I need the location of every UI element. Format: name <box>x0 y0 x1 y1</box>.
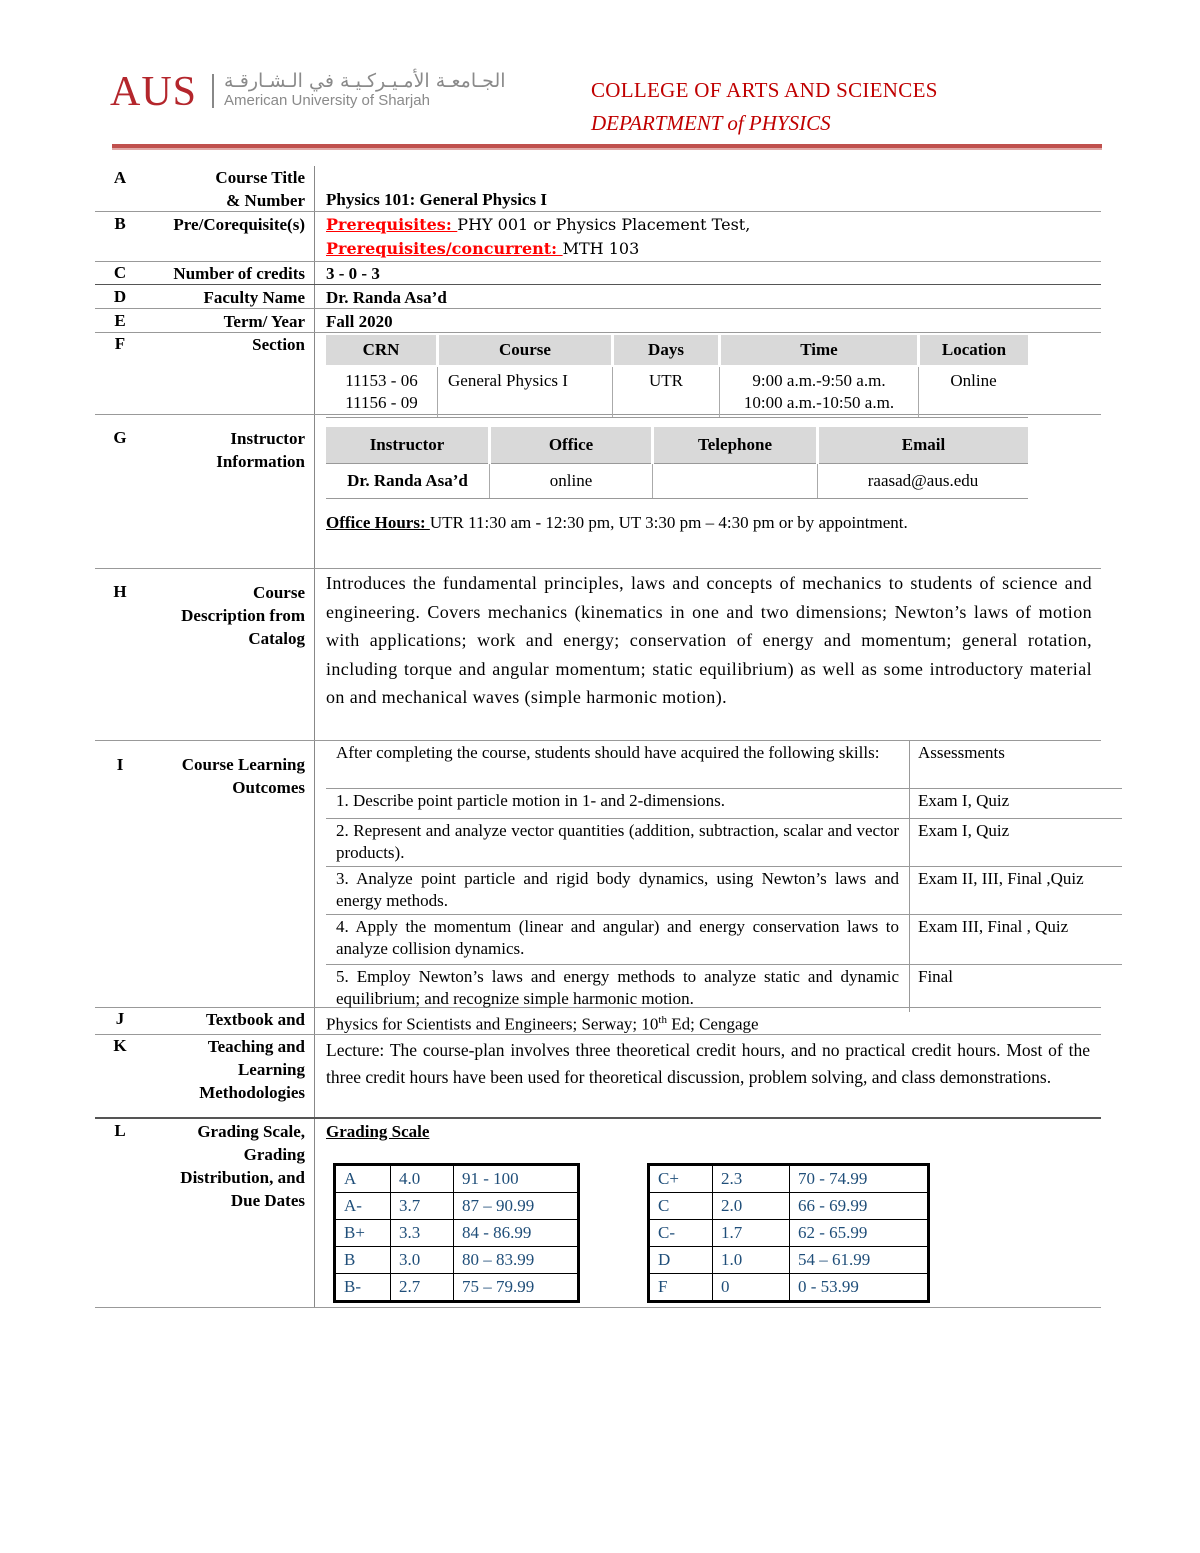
learning-outcomes-label: Course Learning Outcomes <box>181 755 305 797</box>
time-cell: 9:00 a.m.-9:50 a.m. 10:00 a.m.-10:50 a.m. <box>720 366 919 418</box>
outcome-assessment: Exam I, Quiz <box>910 819 1123 867</box>
col-header-office: Office <box>490 427 653 464</box>
col-header-days: Days <box>613 335 720 366</box>
college-heading: COLLEGE OF ARTS AND SCIENCES <box>591 78 938 102</box>
credits-value: 3 - 0 - 3 <box>326 264 380 283</box>
row-letter: J <box>115 1009 125 1028</box>
outcome-item: 2. Represent and analyze vector quantities (addition, subtraction, scalar and vector products). <box>326 819 910 867</box>
grade-row: B 3.0 80 – 83.99 <box>335 1247 579 1274</box>
textbook-value: Physics for Scientists and Engineers; Serway; 10th Ed; Cengage <box>326 1014 759 1034</box>
grade-row: B- 2.7 75 – 79.99 <box>335 1274 579 1302</box>
row-letter: F <box>114 334 126 353</box>
prereq-label: Pre/Corequisite(s) <box>173 215 305 234</box>
label-column-divider <box>314 166 315 1308</box>
col-header-course: Course <box>438 335 613 366</box>
logo-arabic-name: الجـامعـة الأمـيـركـيـة في الـشـارقـة <box>224 70 506 92</box>
term-label: Term/ Year <box>223 312 305 331</box>
row-letter: B <box>114 214 126 233</box>
outcome-item: 4. Apply the momentum (linear and angular) and energy conservation laws to analyze collision dynamics. <box>326 915 910 965</box>
grade-row: A- 3.7 87 – 90.99 <box>335 1193 579 1220</box>
grade-row: F 0 0 - 53.99 <box>649 1274 929 1302</box>
col-header-time: Time <box>720 335 919 366</box>
prereq-value: Prerequisites: PHY 001 or Physics Placement Test, Prerequisites/concurrent: MTH 103 <box>326 215 751 258</box>
grading-label: Grading Scale, Grading Distribution, and Due Dates <box>180 1122 305 1210</box>
section-table <box>326 335 1028 418</box>
days-cell: UTR <box>613 366 720 418</box>
grade-row: C- 1.7 62 - 65.99 <box>649 1220 929 1247</box>
teaching-methodology-label: Teaching and Learning Methodologies <box>199 1037 305 1102</box>
instructor-table <box>326 427 1028 499</box>
faculty-value: Dr. Randa Asa’d <box>326 288 447 307</box>
textbook-label: Textbook and <box>205 1010 305 1029</box>
aus-logo-abbr: AUS <box>110 69 198 115</box>
outcome-assessment: Final <box>918 967 953 986</box>
outcomes-intro: After completing the course, students should have acquired the following skills: <box>326 741 910 789</box>
outcome-assessment: Exam III, Final , Quiz <box>910 915 1123 965</box>
row-letter: H <box>113 582 127 601</box>
term-value: Fall 2020 <box>326 312 393 331</box>
row-letter: A <box>113 168 127 187</box>
teaching-methodology: Lecture: The course-plan involves three theoretical credit hours, and no practical credit hours. Most of the three credit hours have been used for theoretical discussion, problem solving, and class demonstrations. <box>326 1040 1090 1087</box>
crn-cell: 11153 - 06 11156 - 09 <box>326 366 438 418</box>
email-cell[interactable]: raasad@aus.edu <box>818 464 1029 499</box>
row-letter: D <box>113 287 127 306</box>
location-cell: Online <box>919 366 1029 418</box>
logo-english-name: American University of Sharjah <box>224 92 430 109</box>
row-divider <box>95 1307 1101 1308</box>
grade-row: C 2.0 66 - 69.99 <box>649 1193 929 1220</box>
office-cell: online <box>490 464 653 499</box>
office-hours: Office Hours: UTR 11:30 am - 12:30 pm, UT 3:30 pm – 4:30 pm or by appointment. <box>326 513 908 532</box>
row-letter: C <box>113 263 127 282</box>
section-label: Section <box>252 335 305 354</box>
col-header-location: Location <box>919 335 1029 366</box>
logo-divider <box>212 74 214 108</box>
col-header-email: Email <box>818 427 1029 464</box>
grading-table-right <box>647 1163 930 1303</box>
row-letter: G <box>113 428 127 447</box>
col-header-crn: CRN <box>326 335 438 366</box>
course-cell: General Physics I <box>438 366 613 418</box>
row-letter: L <box>114 1121 126 1140</box>
grade-row: A 4.0 91 - 100 <box>335 1165 579 1193</box>
instructor-info-label: Instructor Information <box>216 429 305 471</box>
outcome-item: 1. Describe point particle motion in 1- and 2-dimensions. <box>326 789 910 819</box>
row-letter: E <box>114 311 126 330</box>
telephone-cell <box>653 464 818 499</box>
credits-label: Number of credits <box>173 264 305 283</box>
grading-scale-title: Grading Scale <box>326 1122 430 1141</box>
course-title-value: Physics 101: General Physics I <box>326 190 547 209</box>
outcome-assessment: Exam I, Quiz <box>910 789 1123 819</box>
outcome-assessment: Exam II, III, Final ,Quiz <box>910 867 1123 915</box>
row-divider <box>95 1117 1101 1119</box>
grade-row: D 1.0 54 – 61.99 <box>649 1247 929 1274</box>
grade-row: B+ 3.3 84 - 86.99 <box>335 1220 579 1247</box>
outcome-item: 5. Employ Newton’s laws and energy methods to analyze static and dynamic equilibrium; and recognize simple harmonic motion. <box>326 965 910 1013</box>
course-description: Introduces the fundamental principles, laws and concepts of mechanics to students of science and engineering. Covers mechanics (kinematics in one and two dimensions; Newton’s laws of motion with applications; work and energy; conservation of energy and momentum; general rotation, including torque and angular momentum; static equilibrium) as well as some introductory material on and mechanical waves (simple harmonic motion). <box>326 573 1092 707</box>
outcome-item: 3. Analyze point particle and rigid body dynamics, using Newton’s laws and energy methods. <box>326 867 910 915</box>
grade-row: C+ 2.3 70 - 74.99 <box>649 1165 929 1193</box>
assessments-header: Assessments <box>910 741 1123 789</box>
col-header-telephone: Telephone <box>653 427 818 464</box>
course-description-label: Course Description from Catalog <box>181 583 305 648</box>
header-rule-shadow <box>112 148 1102 150</box>
learning-outcomes-table <box>326 741 1122 1012</box>
department-heading: DEPARTMENT of PHYSICS <box>591 111 831 135</box>
row-letter: K <box>113 1036 127 1055</box>
row-letter: I <box>116 755 124 774</box>
instructor-name-cell: Dr. Randa Asa’d <box>326 464 490 499</box>
grading-table-left <box>333 1163 580 1303</box>
faculty-label: Faculty Name <box>203 288 305 307</box>
col-header-instructor: Instructor <box>326 427 490 464</box>
course-title-label: Course Title & Number <box>215 168 305 210</box>
